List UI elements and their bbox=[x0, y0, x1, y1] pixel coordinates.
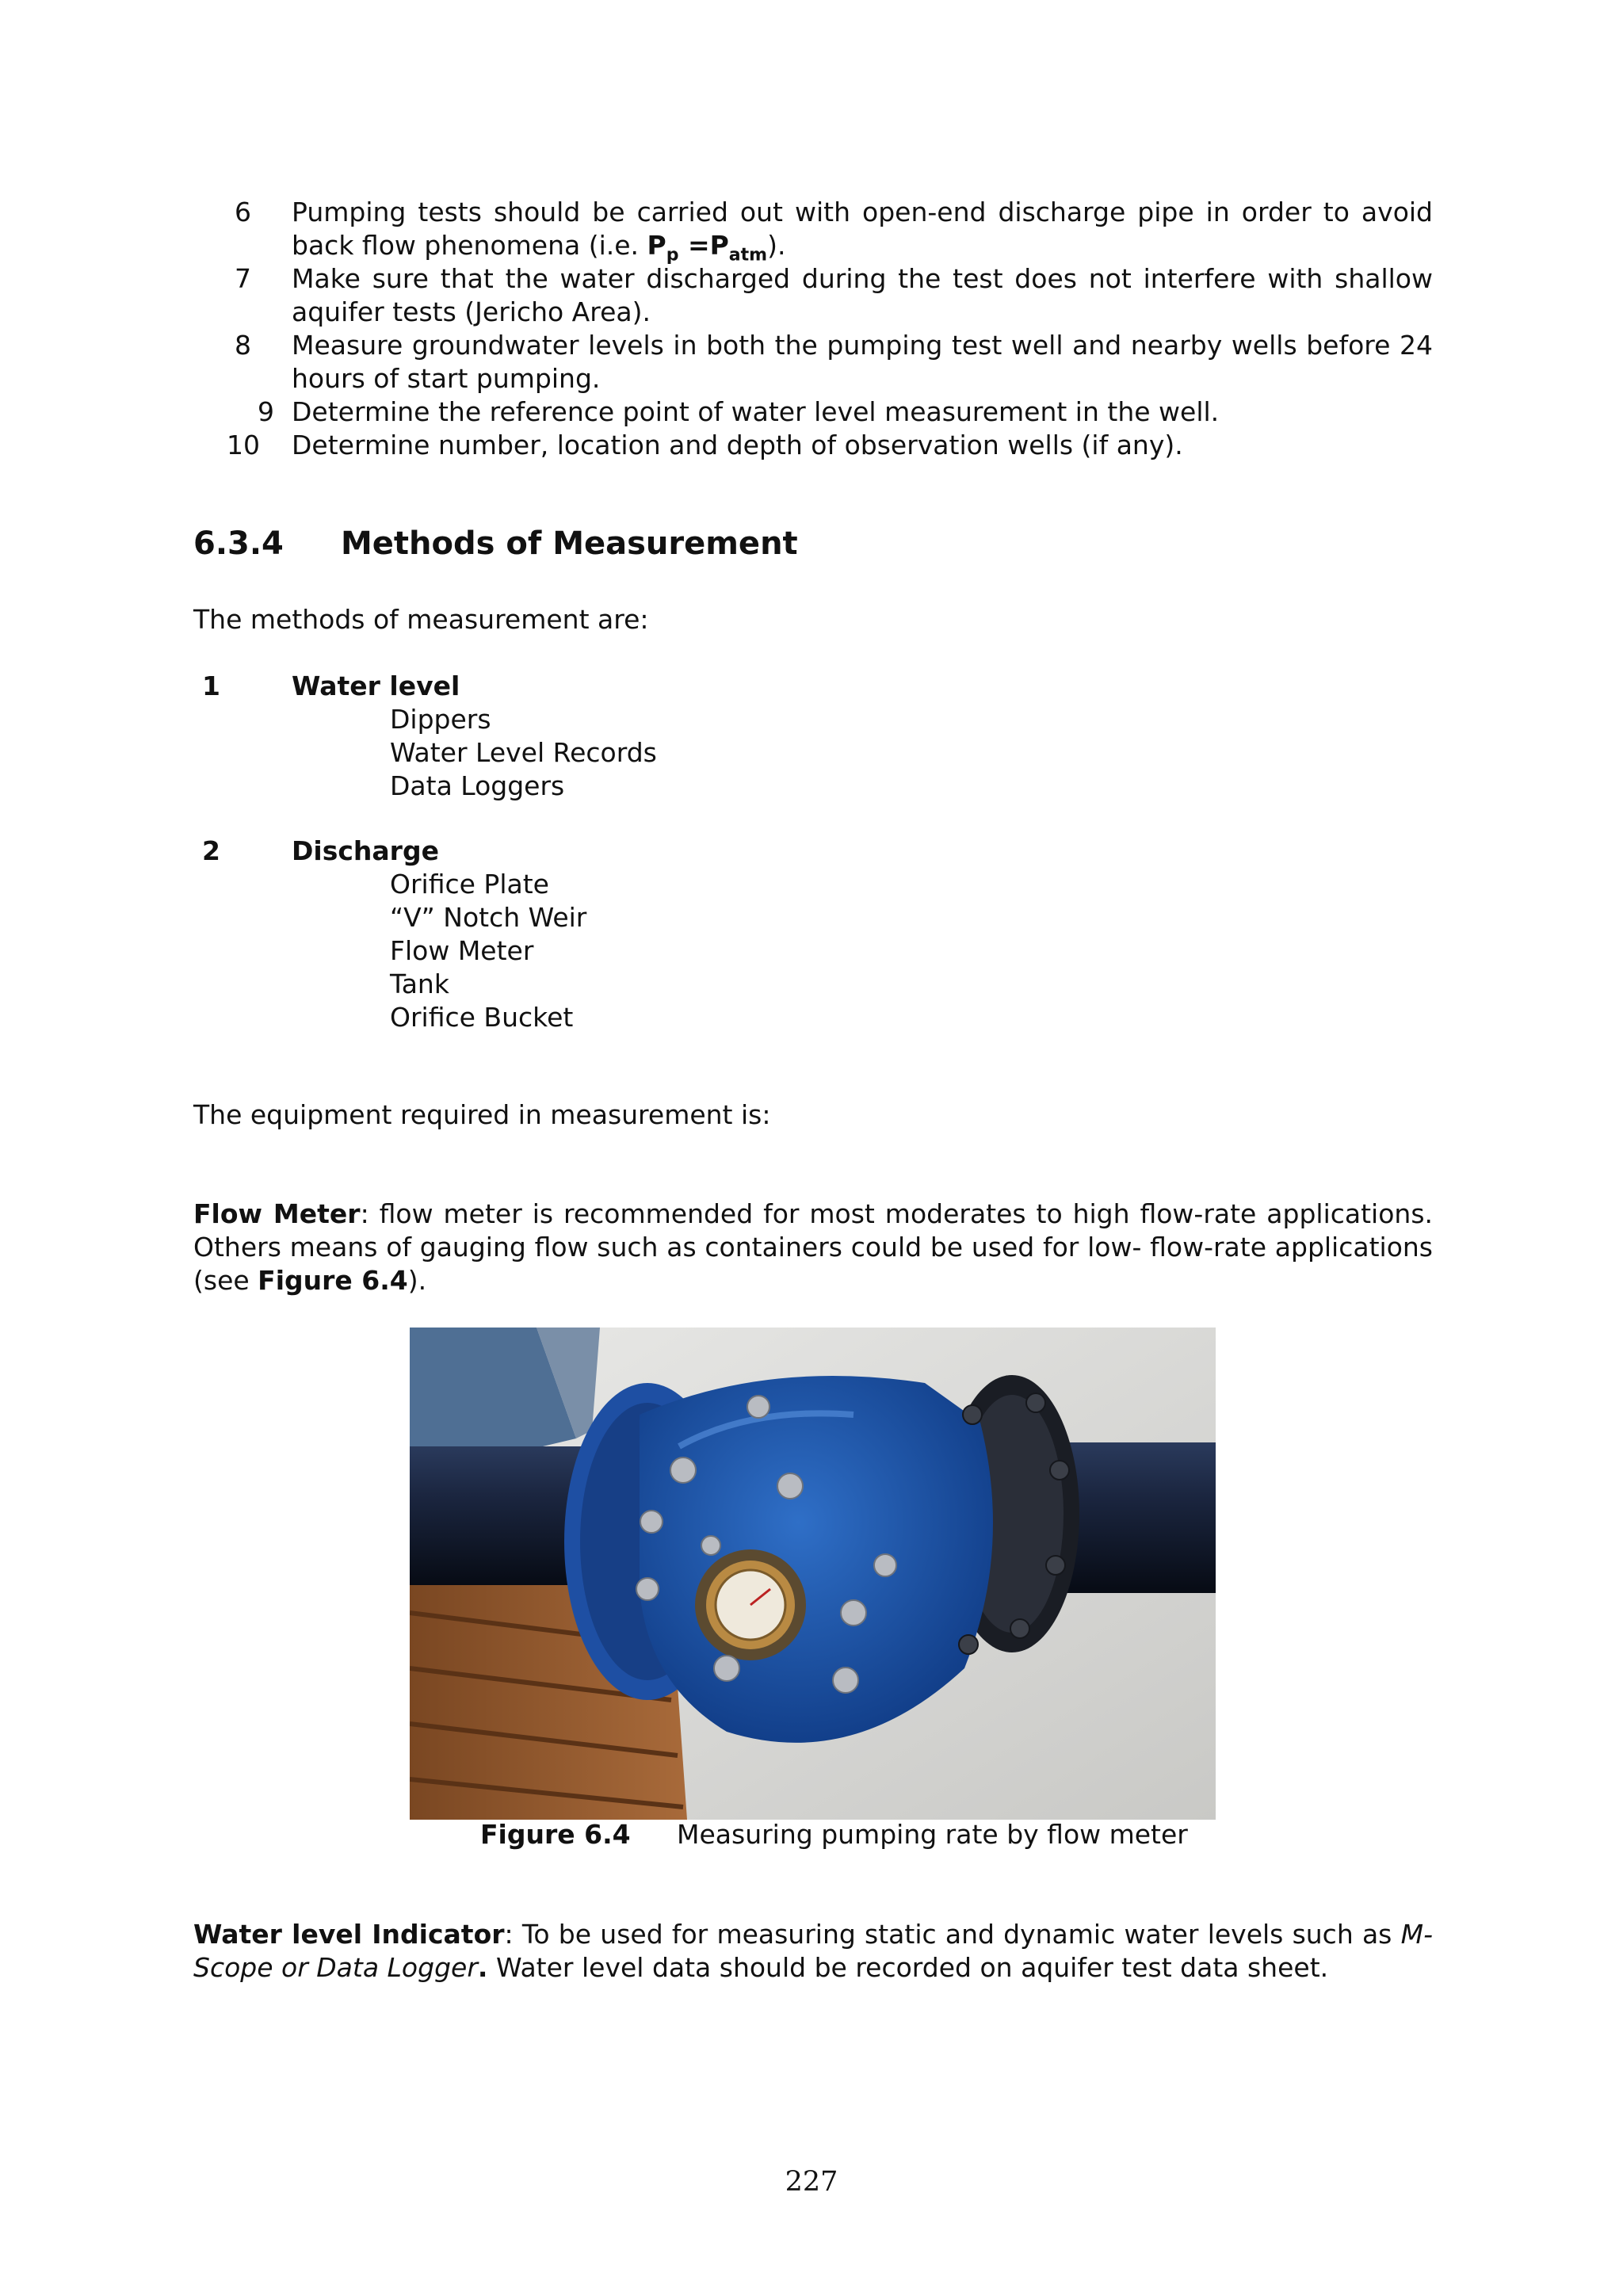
flow-meter-photo bbox=[410, 1328, 1216, 1820]
indicator-end: Water level data should be recorded on aquifer test data sheet. bbox=[487, 1952, 1329, 1983]
discharge-group bbox=[193, 835, 907, 1041]
method-item: Orifice Bucket bbox=[390, 1002, 574, 1033]
list-item-number: 7 bbox=[235, 263, 251, 294]
list-item-text: Determine number, location and depth of observation wells (if any). bbox=[292, 430, 1183, 460]
section-title: Methods of Measurement bbox=[341, 525, 798, 562]
atm-subscript: atm bbox=[728, 245, 768, 266]
list-item-number: 9 bbox=[258, 396, 274, 427]
method-item: Flow Meter bbox=[390, 935, 534, 966]
method-item: Water Level Records bbox=[390, 737, 657, 768]
list-item-text: Measure groundwater levels in both the pumping test well and nearby wells before 24 hours of start pumping. bbox=[292, 330, 1433, 394]
flow-meter-label: Flow Meter bbox=[193, 1198, 361, 1229]
method-item: Data Loggers bbox=[390, 770, 565, 801]
list-item-text: Make sure that the water discharged during the test does not interfere with shallow aquifer tests (Jericho Area). bbox=[292, 263, 1433, 327]
list-item bbox=[235, 329, 1433, 395]
equipment-intro: The equipment required in measurement is: bbox=[193, 1099, 771, 1130]
indicator-examples: M-Scope or Data Logger bbox=[193, 1919, 1433, 1983]
water-level-group bbox=[193, 670, 907, 804]
figure-reference: Figure 6.4 bbox=[258, 1265, 408, 1296]
group-number: 1 bbox=[202, 670, 220, 701]
pressure-symbol: P bbox=[647, 230, 666, 261]
list-item bbox=[227, 429, 1433, 462]
figure-label: Figure 6.4 bbox=[480, 1819, 631, 1850]
list-item bbox=[235, 262, 1433, 329]
pressure-subscript: p bbox=[666, 245, 679, 266]
section-heading bbox=[193, 524, 798, 563]
list-item-text: Pumping tests should be carried out with open-end discharge pipe in order to avoid back flow phenomena (i.e. bbox=[292, 197, 1433, 261]
methods-intro: The methods of measurement are: bbox=[193, 604, 649, 635]
method-item: Orifice Plate bbox=[390, 869, 549, 900]
flow-meter-paragraph bbox=[193, 1198, 1433, 1297]
list-item-number: 10 bbox=[227, 430, 260, 460]
list-item-end: ). bbox=[767, 230, 786, 261]
group-title: Discharge bbox=[292, 835, 439, 866]
list-item bbox=[235, 196, 1433, 266]
indicator-dot: . bbox=[477, 1952, 488, 1983]
numbered-list bbox=[227, 196, 1433, 462]
water-level-indicator-paragraph bbox=[193, 1918, 1433, 1985]
indicator-text: : To be used for measuring static and dynamic water levels such as bbox=[504, 1919, 1401, 1950]
group-title: Water level bbox=[292, 670, 460, 701]
flow-meter-text: : flow meter is recommended for most moderates to high flow-rate applications. Others means of gauging flow such as containers could be used for low- flow-rate applications (see bbox=[193, 1198, 1434, 1296]
list-item-number: 6 bbox=[235, 197, 251, 227]
list-item bbox=[235, 395, 1433, 429]
method-item: Tank bbox=[390, 968, 449, 999]
equals-p: =P bbox=[678, 230, 729, 261]
method-item: Dippers bbox=[390, 704, 491, 735]
section-number: 6.3.4 bbox=[193, 525, 284, 562]
group-number: 2 bbox=[202, 835, 220, 866]
page-number: 227 bbox=[785, 2166, 838, 2198]
flow-meter-end: ). bbox=[407, 1265, 427, 1296]
list-item-text: Determine the reference point of water level measurement in the well. bbox=[292, 396, 1220, 427]
method-item: “V” Notch Weir bbox=[390, 902, 587, 933]
list-item-number: 8 bbox=[235, 330, 251, 361]
figure-caption bbox=[480, 1818, 1188, 1851]
figure-caption-text: Measuring pumping rate by flow meter bbox=[677, 1819, 1188, 1850]
indicator-label: Water level Indicator bbox=[193, 1919, 505, 1950]
